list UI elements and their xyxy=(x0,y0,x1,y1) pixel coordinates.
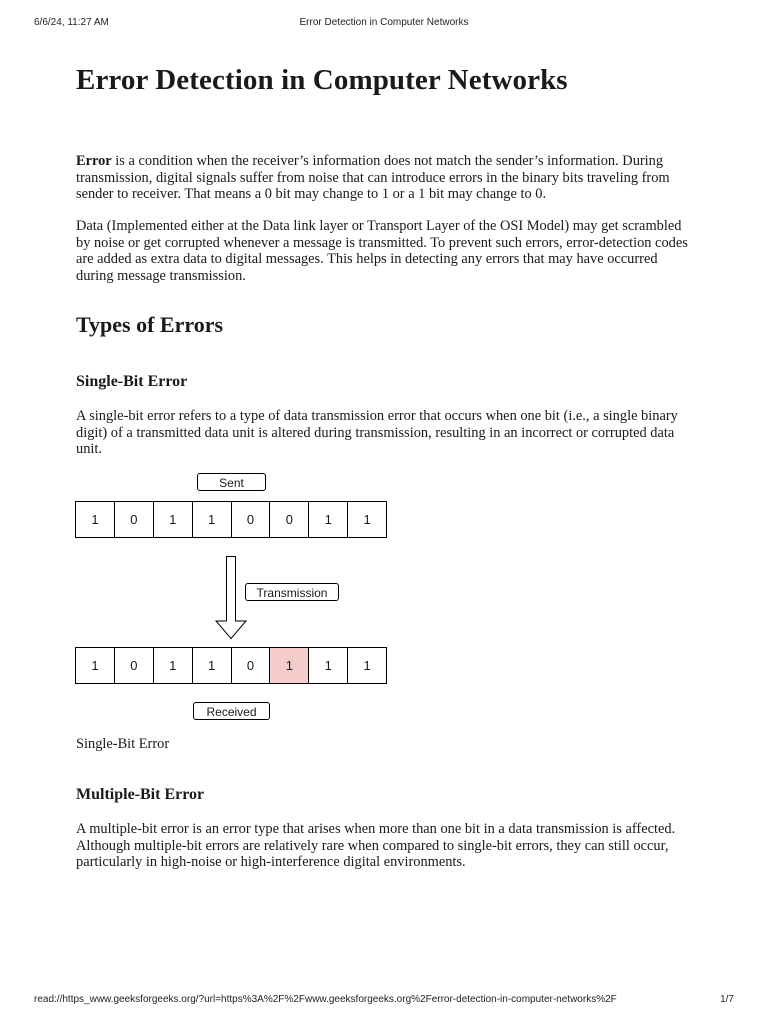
multiple-bit-heading: Multiple-Bit Error xyxy=(76,786,205,803)
print-url: read://https_www.geeksforgeeks.org/?url=https%3A%2F%2Fwww.geeksforgeeks.org%2Ferror-detection-in-computer-networks%2F xyxy=(34,994,617,1005)
sent-bit-cell: 0 xyxy=(270,502,309,537)
sent-bits-row xyxy=(75,501,387,538)
multiple-bit-paragraph: A multiple-bit error is an error type that arises when more than one bit in a data transmission is affected. Although multiple-bit errors are relatively rare when compared to single-bit errors, they can still occur, particularly in high-noise or high-interference digital environments. xyxy=(76,821,676,871)
received-bit-cell: 1 xyxy=(154,648,193,683)
error-term: Error xyxy=(76,153,112,169)
intro-text: is a condition when the receiver’s information does not match the sender’s information. During transmission, digital signals suffer from noise that can introduce errors in the binary bits traveling from sender to receiver. That means a 0 bit may change to 1 or a 1 bit may change to 0. xyxy=(76,153,670,203)
received-bit-cell: 1 xyxy=(193,648,232,683)
single-bit-heading: Single-Bit Error xyxy=(76,373,188,390)
sent-bit-cell: 1 xyxy=(363,512,371,527)
print-page-title: Error Detection in Computer Networks xyxy=(299,17,469,28)
types-of-errors-heading: Types of Errors xyxy=(76,312,224,337)
received-bit-cell: 0 xyxy=(232,648,271,683)
received-bit-cell: 1 xyxy=(363,658,371,673)
received-bits-row xyxy=(75,647,387,684)
transmission-label: Transmission xyxy=(245,583,339,601)
sent-label: Sent xyxy=(197,473,266,491)
print-footer xyxy=(0,994,768,1008)
diagram-caption: Single-Bit Error xyxy=(76,736,170,752)
sent-bit-cell: 0 xyxy=(115,502,154,537)
sent-bit-cell: 1 xyxy=(309,502,348,537)
sent-bit-cell: 1 xyxy=(154,502,193,537)
received-bit-cell: 0 xyxy=(115,648,154,683)
down-arrow-icon xyxy=(215,556,247,640)
sent-bit-cell: 0 xyxy=(232,502,271,537)
osi-paragraph: Data (Implemented either at the Data link layer or Transport Layer of the OSI Model) may get scrambled by noise or get corrupted whenever a message is transmitted. To prevent such errors, error-detection codes are added as extra data to digital messages. This helps in detecting any errors that may have occurred during message transmission. xyxy=(76,218,688,284)
print-header xyxy=(0,17,768,31)
sent-bit-cell: 1 xyxy=(193,502,232,537)
print-datetime: 6/6/24, 11:27 AM xyxy=(34,17,109,28)
single-bit-paragraph: A single-bit error refers to a type of data transmission error that occurs when one bit (i.e., a single binary digit) of a transmitted data unit is altered during transmission, resulting in an incorrect or corrupted data unit. xyxy=(76,408,678,458)
error-bit-cell: 1 xyxy=(270,648,309,683)
article-title: Error Detection in Computer Networks xyxy=(76,64,568,96)
page-number: 1/7 xyxy=(720,994,734,1005)
received-bit-cell: 1 xyxy=(309,648,348,683)
intro-paragraph xyxy=(76,153,696,203)
sent-bit-cell: 1 xyxy=(76,502,115,537)
received-label: Received xyxy=(193,702,270,720)
received-bit-cell: 1 xyxy=(76,648,115,683)
